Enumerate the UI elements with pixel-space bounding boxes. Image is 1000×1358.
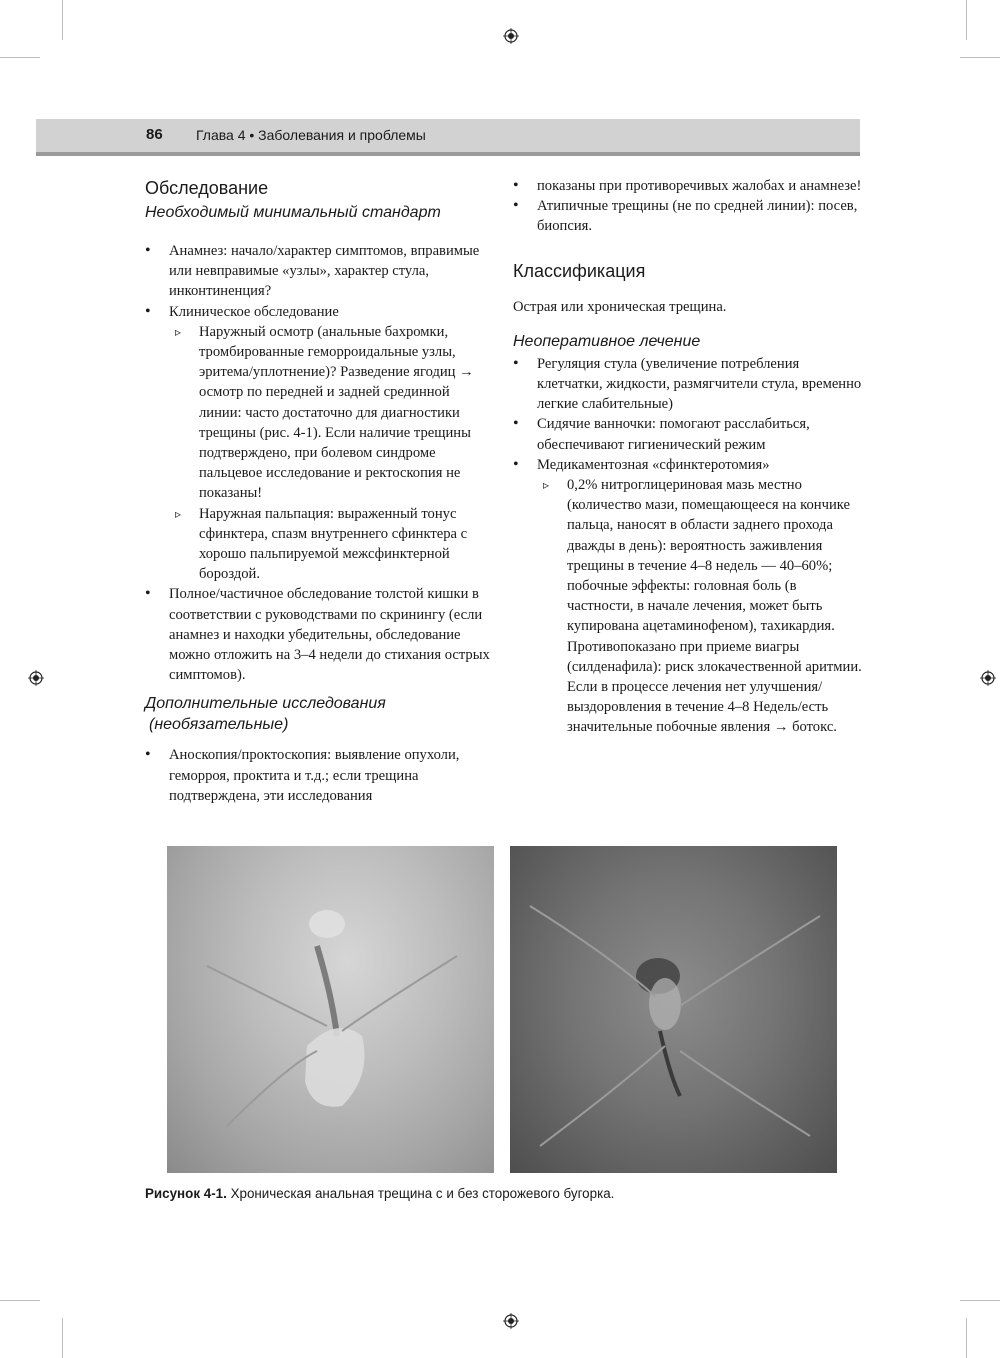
figure-caption: [145, 1186, 865, 1201]
registration-mark-icon: [503, 1313, 519, 1329]
sublist-item: [169, 504, 495, 585]
subsection-title-additional: Дополнительные исследования: [145, 695, 386, 713]
right-column: [513, 176, 863, 738]
list-item: [145, 241, 495, 302]
crop-mark: [966, 1318, 967, 1358]
registration-mark-icon: [28, 670, 44, 686]
list-item-text: Регуляция стула (увеличение потребления клетчатки, жидкости, размягчители стула, временно легкие слабительные): [537, 355, 862, 413]
additional-list: [145, 745, 495, 806]
list-item-text: Сидячие ванночки: помогают расслабиться, обеспечивают гигиенический режим: [537, 416, 810, 453]
crop-mark: [966, 0, 967, 40]
list-item-text: Наружная пальпация: выраженный тонус сфинктера, спазм внутреннего сфинктера с хорошо пальпируемой межсфинктерной бороздой.: [199, 505, 468, 583]
subsection-title-minimum-standard: Необходимый минимальный стандарт: [145, 204, 441, 221]
classification-text: Острая или хроническая трещина.: [513, 298, 727, 315]
crop-mark: [62, 1318, 63, 1358]
list-item-text: 0,2% нитроглицериновая мазь местно (количество мази, помещающееся на кончике пальца, наносят в области заднего прохода дважды в день): вероятность заживления трещины в течение 4–8 недель — 40–60%; побочные эффекты: головная боль (в частности, в начале лечения, может быть купирована ацетаминофеном), тахикардия. Противопоказано при приеме виагры (силденафила): риск злокачественной аритмии. Если в процессе лечения нет улучшения/выздоровления в течение 4–8 Недель/есть значительные побочные явления → ботокс.: [567, 477, 862, 736]
left-column: [145, 176, 495, 806]
list-item: [145, 745, 495, 806]
list-item: [145, 584, 495, 685]
figure-photo-with-sentinel-tag: [167, 846, 494, 1173]
figure-photo-without-sentinel-tag: [510, 846, 837, 1173]
crop-mark: [960, 1300, 1000, 1301]
sublist-item: [169, 322, 495, 504]
list-item: [513, 354, 863, 415]
continued-list: [513, 176, 863, 237]
subsection-title-additional-cont: (необязательные): [149, 716, 289, 734]
sublist: [537, 475, 863, 738]
chapter-title: Глава 4 • Заболевания и проблемы: [196, 127, 426, 143]
crop-mark: [0, 1300, 40, 1301]
list-item: [513, 414, 863, 454]
sublist: [169, 322, 495, 585]
list-item-text: Анамнез: начало/характер симптомов, вправимые или невправимые «узлы», характер стула, инконтиненция?: [169, 243, 480, 300]
crop-mark: [0, 57, 40, 58]
list-item-text: показаны при противоречивых жалобах и анамнезе!: [537, 178, 862, 194]
treatment-list: [513, 354, 863, 738]
list-item: [513, 196, 863, 236]
running-header: [36, 119, 860, 156]
subsection-title-nonoperative: Неоперативное лечение: [513, 332, 701, 350]
list-item-text: Наружный осмотр (анальные бахромки, тромбированные геморроидальные узлы, эритема/уплотнение)? Разведение ягодиц → осмотр по передней и задней срединной линии: часто достаточно для диагностики трещины (рис. 4-1). Если наличие трещины подтверждено, при болевом синдроме пальцевое исследование и ректоскопия не показаны!: [199, 323, 474, 502]
examination-list: [145, 241, 495, 685]
list-item-text: Аноскопия/проктоскопия: выявление опухоли, геморроя, проктита и т.д.; если трещина подтверждена, эти исследования: [169, 747, 460, 804]
list-item-text: Клиническое обследование: [169, 303, 339, 320]
caption-text: Хроническая анальная трещина с и без сторожевого бугорка.: [230, 1186, 615, 1201]
list-item-text: Полное/частичное обследование толстой кишки в соответствии с руководствами по скринингу (если анамнез и находки убедительны, обследование можно отложить на 3–4 недели до стихания острых симптомов).: [169, 586, 490, 684]
section-title-examination: Обследование: [145, 178, 269, 198]
page-number: 86: [146, 126, 163, 143]
crop-mark: [960, 57, 1000, 58]
list-item-text: Атипичные трещины (не по средней линии): посев, биопсия.: [537, 198, 858, 235]
registration-mark-icon: [980, 670, 996, 686]
registration-mark-icon: [503, 28, 519, 44]
caption-label: Рисунок 4-1.: [145, 1186, 227, 1201]
sublist-item: [537, 475, 863, 738]
list-item: [513, 455, 863, 738]
list-item-text: Медикаментозная «сфинктеротомия»: [537, 456, 770, 473]
list-item-continued: [513, 176, 863, 196]
section-title-classification: Классификация: [513, 260, 646, 281]
list-item: [145, 302, 495, 585]
crop-mark: [62, 0, 63, 40]
